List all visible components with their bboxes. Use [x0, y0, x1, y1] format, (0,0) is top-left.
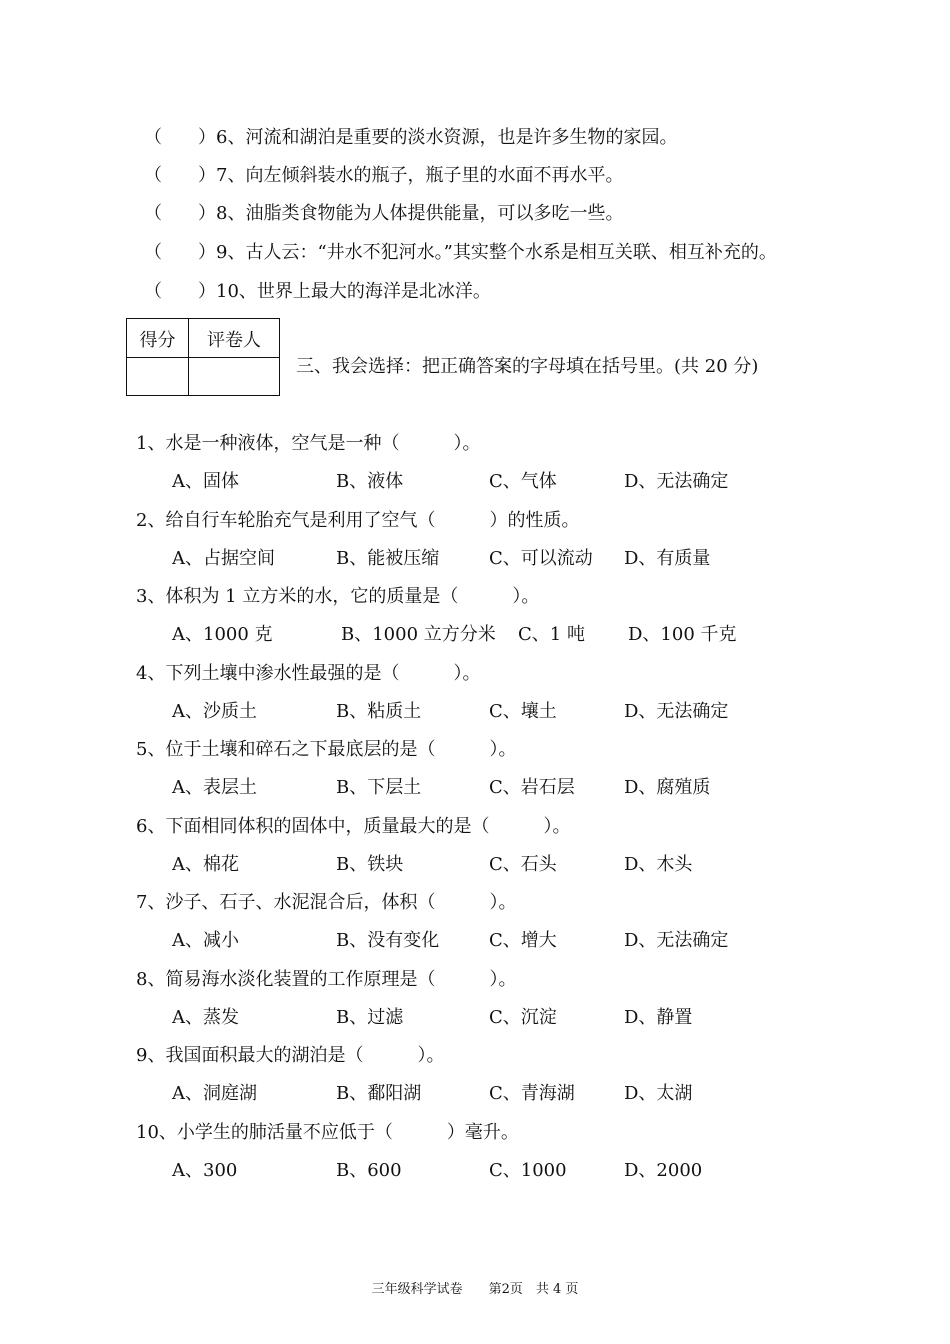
true-false-item-6: （ ）6、河流和湖泊是重要的淡水资源，也是许多生物的家园。 [144, 127, 678, 148]
true-false-item-9: （ ）9、古人云：“井水不犯河水。”其实整个水系是相互关联、相互补充的。 [144, 242, 777, 263]
option-3-c: C、1 吨 [518, 624, 585, 645]
option-7-c: C、增大 [489, 930, 557, 951]
option-2-d: D、有质量 [624, 548, 711, 569]
option-1-b: B、液体 [336, 471, 404, 492]
question-7: 7、沙子、石子、水泥混合后，体积（ ）。 [136, 892, 517, 913]
option-3-d: D、100 千克 [628, 624, 737, 645]
option-10-b: B、600 [336, 1160, 402, 1181]
option-3-b: B、1000 立方分米 [341, 624, 496, 645]
question-9: 9、我国面积最大的湖泊是（ ）。 [136, 1045, 445, 1066]
true-false-item-10: （ ）10、世界上最大的海洋是北冰洋。 [144, 281, 491, 302]
option-10-d: D、2000 [624, 1160, 703, 1181]
option-2-b: B、能被压缩 [336, 548, 440, 569]
option-6-d: D、木头 [624, 854, 693, 875]
true-false-item-8: （ ）8、油脂类食物能为人体提供能量，可以多吃一些。 [144, 203, 624, 224]
option-5-c: C、岩石层 [489, 777, 575, 798]
option-1-a: A、固体 [172, 471, 239, 492]
option-6-a: A、棉花 [172, 854, 239, 875]
question-8: 8、简易海水淡化装置的工作原理是（ ）。 [136, 969, 517, 990]
option-5-b: B、下层土 [336, 777, 422, 798]
option-4-c: C、壤土 [489, 701, 557, 722]
option-9-a: A、洞庭湖 [172, 1083, 257, 1104]
option-8-d: D、静置 [624, 1007, 693, 1028]
option-4-b: B、粘质土 [336, 701, 422, 722]
question-4: 4、下列土壤中渗水性最强的是（ ）。 [136, 663, 481, 684]
score-label: 得分 [127, 319, 189, 358]
option-8-a: A、蒸发 [172, 1007, 239, 1028]
option-8-b: B、过滤 [336, 1007, 404, 1028]
option-9-c: C、青海湖 [489, 1083, 575, 1104]
option-7-b: B、没有变化 [336, 930, 440, 951]
question-10: 10、小学生的肺活量不应低于（ ）毫升。 [136, 1122, 519, 1143]
option-1-c: C、气体 [489, 471, 557, 492]
question-6: 6、下面相同体积的固体中，质量最大的是（ ）。 [136, 816, 571, 837]
option-9-b: B、鄱阳湖 [336, 1083, 422, 1104]
grader-label: 评卷人 [189, 319, 279, 358]
true-false-item-7: （ ）7、向左倾斜装水的瓶子，瓶子里的水面不再水平。 [144, 165, 624, 186]
option-4-a: A、沙质土 [172, 701, 257, 722]
option-4-d: D、无法确定 [624, 701, 729, 722]
grader-blank [189, 358, 279, 395]
option-10-a: A、300 [172, 1160, 238, 1181]
option-3-a: A、1000 克 [172, 624, 273, 645]
option-2-c: C、可以流动 [489, 548, 593, 569]
option-10-c: C、1000 [489, 1160, 567, 1181]
question-2: 2、给自行车轮胎充气是利用了空气（ ）的性质。 [136, 510, 580, 531]
question-5: 5、位于土壤和碎石之下最底层的是（ ）。 [136, 739, 517, 760]
option-1-d: D、无法确定 [624, 471, 729, 492]
page-footer: 三年级科学试卷 第2页 共 4 页 [371, 1282, 579, 1297]
score-box [126, 318, 280, 396]
question-1: 1、水是一种液体，空气是一种（ ）。 [136, 433, 481, 454]
option-6-c: C、石头 [489, 854, 557, 875]
option-8-c: C、沉淀 [489, 1007, 557, 1028]
option-5-d: D、腐殖质 [624, 777, 711, 798]
question-3: 3、体积为 1 立方米的水，它的质量是（ ）。 [136, 586, 540, 607]
section-3-title: 三、我会选择：把正确答案的字母填在括号里。(共 20 分) [296, 356, 759, 377]
option-7-d: D、无法确定 [624, 930, 729, 951]
option-9-d: D、太湖 [624, 1083, 693, 1104]
option-2-a: A、占据空间 [172, 548, 275, 569]
score-blank [127, 358, 189, 395]
option-7-a: A、减小 [172, 930, 239, 951]
option-6-b: B、铁块 [336, 854, 404, 875]
option-5-a: A、表层土 [172, 777, 257, 798]
